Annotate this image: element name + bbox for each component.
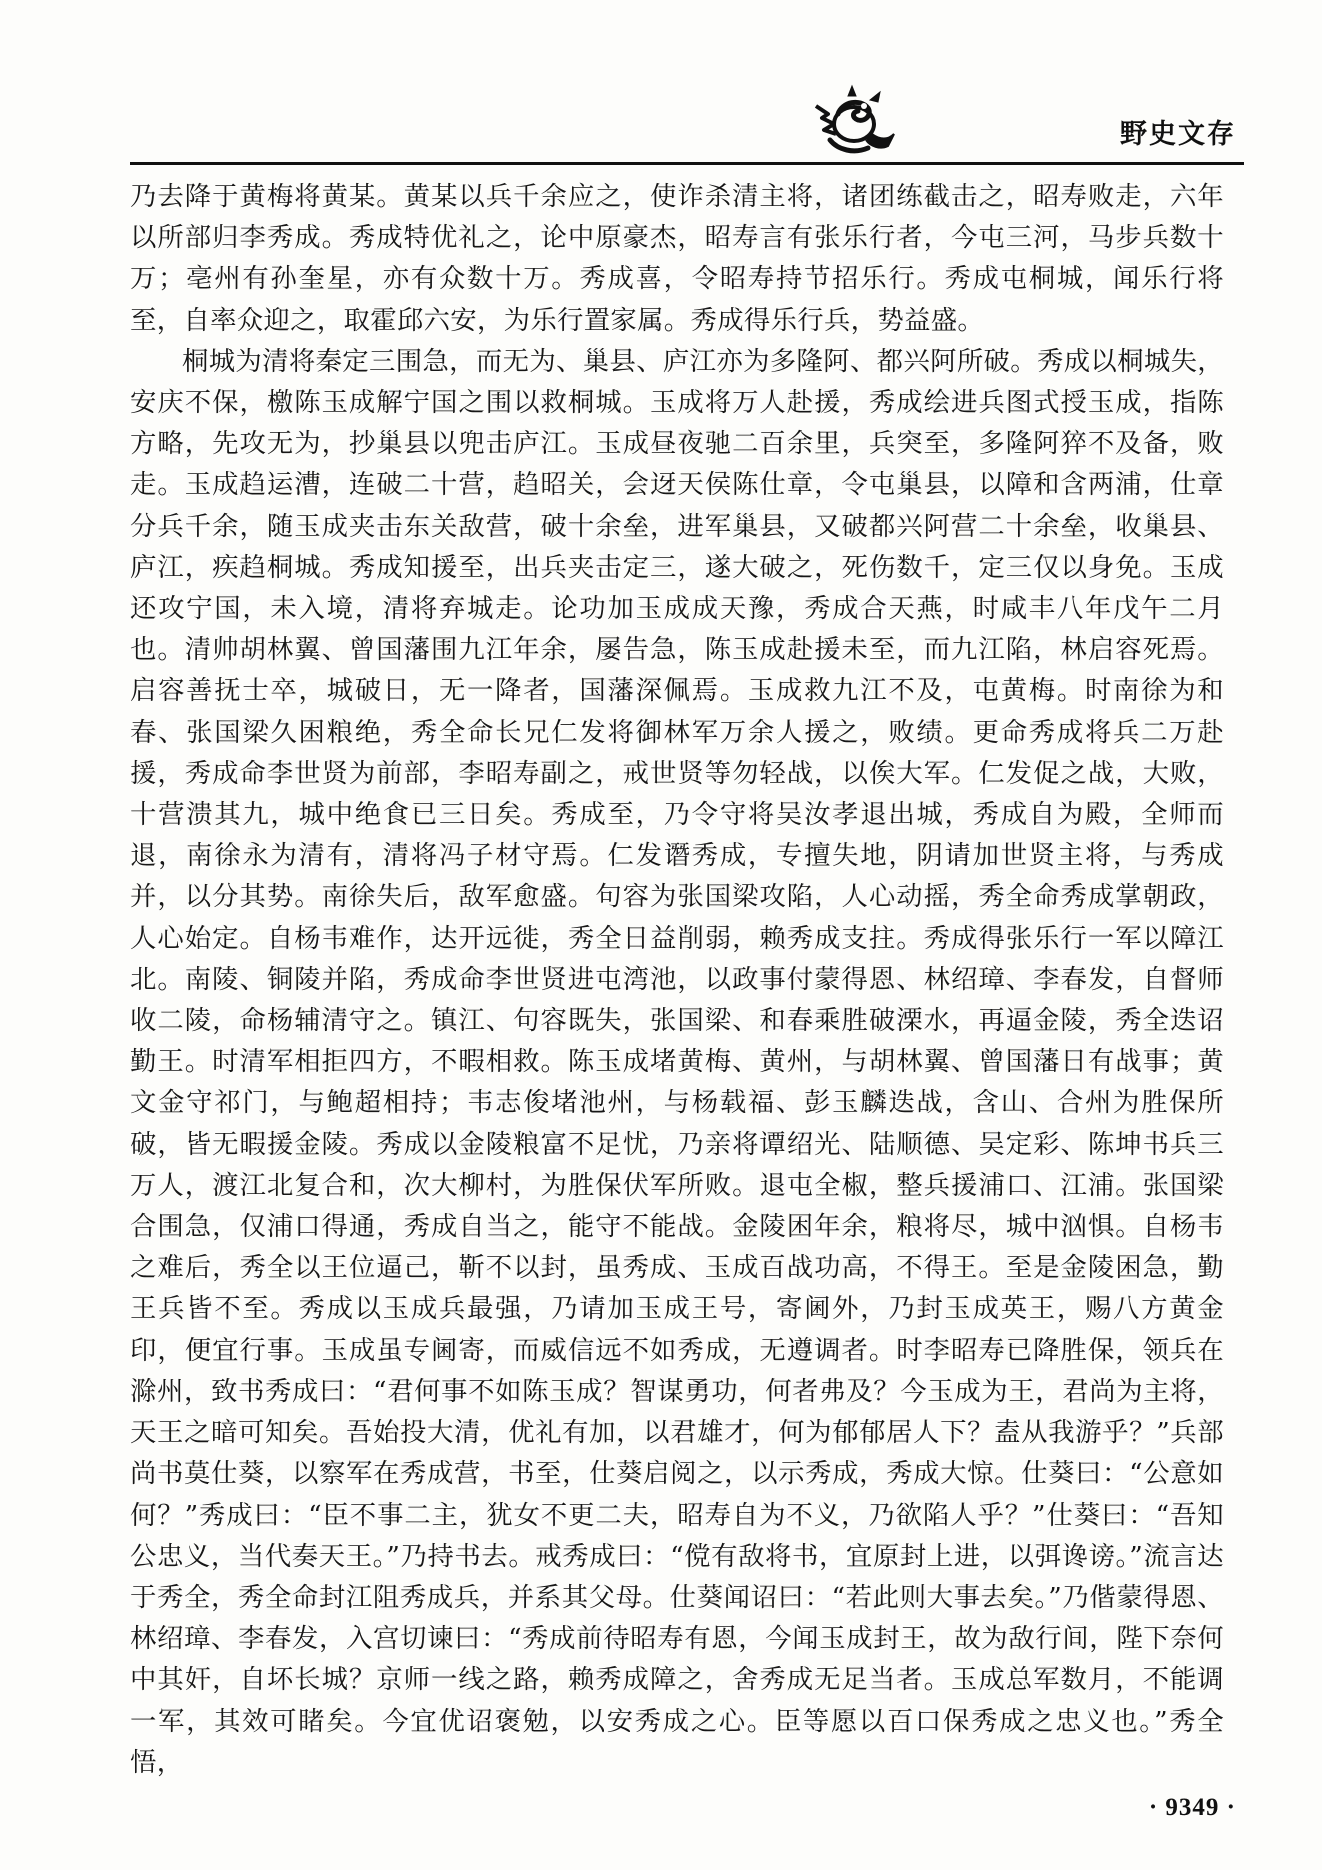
header-title: 野史文存 [1120, 119, 1236, 150]
body-text [130, 176, 1224, 1783]
paragraph: 桐城为清将秦定三围急，而无为、巢县、庐江亦为多隆阿、都兴阿所破。秀成以桐城失，安庆不保，檄陈玉成解宁国之围以救桐城。玉成将万人赴援，秀成绘进兵图式授玉成，指陈方略，先攻无为，抄巢县以兜击庐江。玉成昼夜驰二百余里，兵突至，多隆阿猝不及备，败走。玉成趋运漕，连破二十营，趋昭关，会迓天侯陈仕章，令屯巢县，以障和含两浦，仕章分兵千余，随玉成夹击东关敌营，破十余垒，进军巢县，又破都兴阿营二十余垒，收巢县、庐江，疾趋桐城。秀成知援至，出兵夹击定三，遂大破之，死伤数千，定三仅以身免。玉成还攻宁国，未入境，清将弃城走。论功加玉成成天豫，秀成合天燕，时咸丰八年戊午二月也。清帅胡林翼、曾国藩围九江年余，屡告急，陈玉成赴援未至，而九江陷，林启容死焉。启容善抚士卒，城破日，无一降者，国藩深佩焉。玉成救九江不及，屯黄梅。时南徐为和春、张国梁久困粮绝，秀全命长兄仁发将御林军万余人援之，败绩。更命秀成将兵二万赴援，秀成命李世贤为前部，李昭寿副之，戒世贤等勿轻战，以俟大军。仁发促之战，大败，十营溃其九，城中绝食已三日矣。秀成至，乃令守将吴汝孝退出城，秀成自为殿，全师而退，南徐永为清有，清将冯子材守焉。仁发谮秀成，专擅失地，阴请加世贤主将，与秀成并，以分其势。南徐失后，敌军愈盛。句容为张国梁攻陷，人心动摇，秀全命秀成掌朝政，人心始定。自杨韦难作，达开远徙，秀全日益削弱，赖秀成支拄。秀成得张乐行一军以障江北。南陵、铜陵并陷，秀成命李世贤进屯湾池，以政事付蒙得恩、林绍璋、李春发，自督师收二陵，命杨辅清守之。镇江、句容既失，张国梁、和春乘胜破溧水，再逼金陵，秀全迭诏勤王。时清军相拒四方，不暇相救。陈玉成堵黄梅、黄州，与胡林翼、曾国藩日有战事；黄文金守祁门，与鲍超相持；韦志俊堵池州，与杨载福、彭玉麟迭战，含山、合州为胜保所破，皆无暇援金陵。秀成以金陵粮富不足忧，乃亲将谭绍光、陆顺德、吴定彩、陈坤书兵三万人，渡江北复合和，次大柳村，为胜保伏军所败。退屯全椒，整兵援浦口、江浦。张国梁合围急，仅浦口得通，秀成自当之，能守不能战。金陵困年余，粮将尽，城中汹惧。自杨韦之难后，秀全以王位逼己，靳不以封，虽秀成、玉成百战功高，不得王。至是金陵困急，勤王兵皆不至。秀成以玉成兵最强，乃请加玉成王号，寄阃外，乃封玉成英王，赐八方黄金印，便宜行事。玉成虽专阃寄，而威信远不如秀成，无遵调者。时李昭寿已降胜保，领兵在滁州，致书秀成曰：“君何事不如陈玉成？智谋勇功，何者弗及？今玉成为王，君尚为主将，天王之暗可知矣。吾始投大清，优礼有加，以君雄才，何为郁郁居人下？盍从我游乎？”兵部尚书莫仕葵，以察军在秀成营，书至，仕葵启阅之，以示秀成，秀成大惊。仕葵曰：“公意如何？”秀成曰：“臣不事二主，犹女不更二夫，昭寿自为不义，乃欲陷人乎？”仕葵曰：“吾知公忠义，当代奏天王。”乃持书去。戒秀成曰：“傥有敌将书，宜原封上进，以弭谗谤。”流言达于秀全，秀全命封江阻秀成兵，并系其父母。仕葵闻诏曰：“若此则大事去矣。”乃偕蒙得恩、林绍璋、李春发，入宫切谏曰：“秀成前待昭寿有恩，今闻玉成封王，故为敌行间，陛下奈何中其奸，自坏长城？京师一线之路，赖秀成障之，舍秀成无足当者。玉成总军数月，不能调一军，其效可睹矣。今宜优诏褒勉，以安秀成之心。臣等愿以百口保秀成之忠义也。”秀全悟， [130, 345, 1224, 1778]
header-divider [130, 162, 1244, 165]
paragraph: 乃去降于黄梅将黄某。黄某以兵千余应之，使诈杀清主将，诸团练截击之，昭寿败走，六年以所部归李秀成。秀成特优礼之，论中原豪杰，昭寿言有张乐行者，今屯三河，马步兵数十万；亳州有孙奎星，亦有众数十万。秀成喜，令昭寿持节招乐行。秀成屯桐城，闻乐行将至，自率众迎之，取霍邱六安，为乐行置家属。秀成得乐行兵，势益盛。 [130, 181, 1224, 336]
page-number: · 9349 · [1148, 1794, 1236, 1821]
dragon-emblem-icon [808, 84, 900, 158]
